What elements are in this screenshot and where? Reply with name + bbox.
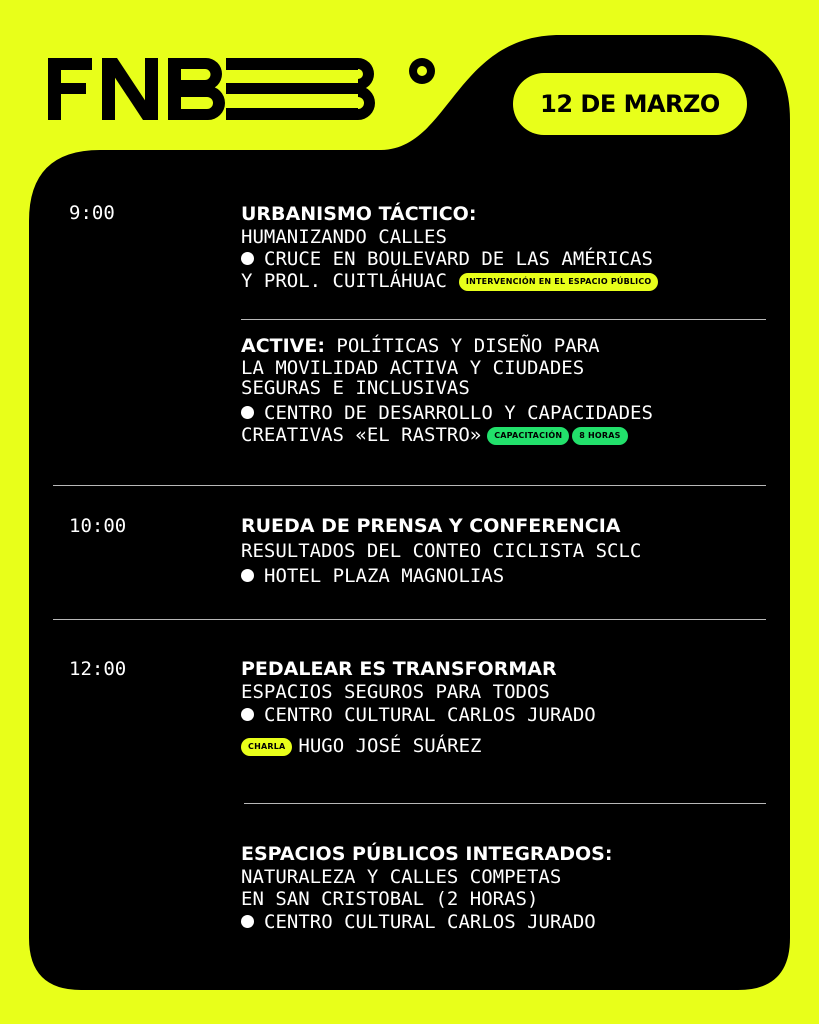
event-location: HOTEL PLAZA MAGNOLIAS [241, 564, 641, 588]
event-subtitle: SEGURAS E INCLUSIVAS [241, 377, 470, 399]
event-title: ACTIVE: [241, 335, 325, 357]
date-badge: 12 DE MARZO [513, 73, 747, 135]
event-location: CRUCE EN BOULEVARD DE LAS AMÉRICAS [241, 248, 658, 270]
divider [241, 319, 766, 320]
event-subtitle: ESPACIOS SEGUROS PARA TODOS [241, 681, 550, 703]
event-title: URBANISMO TÁCTICO: [241, 203, 477, 225]
event-item [241, 334, 653, 446]
event-title: RUEDA DE PRENSA Y CONFERENCIA [241, 515, 621, 537]
location-dot-icon [241, 915, 254, 928]
event-location-cont: CREATIVAS «EL RASTRO» CAPACITACIÓN 8 HORAS [241, 424, 653, 446]
event-tag: CAPACITACIÓN [487, 427, 569, 445]
divider [53, 485, 766, 486]
event-location: CENTRO DE DESARROLLO Y CAPACIDADES [241, 402, 653, 424]
event-tag: INTERVENCIÓN EN EL ESPACIO PÚBLICO [459, 273, 659, 291]
event-item [241, 842, 612, 934]
time-label: 12:00 [69, 658, 127, 680]
location-dot-icon [241, 406, 254, 419]
event-location-cont: Y PROL. CUITLÁHUAC INTERVENCIÓN EN EL ESPACIO PÚBLICO [241, 270, 658, 292]
event-location: CENTRO CULTURAL CARLOS JURADO [241, 910, 612, 934]
event-item [241, 202, 658, 292]
event-subtitle: NATURALEZA Y CALLES COMPETAS [241, 866, 562, 888]
location-dot-icon [241, 708, 254, 721]
event-speaker-row [241, 735, 596, 757]
event-title: ESPACIOS PÚBLICOS INTEGRADOS: [241, 843, 613, 865]
event-location: CENTRO CULTURAL CARLOS JURADO [241, 703, 596, 727]
event-subtitle: RESULTADOS DEL CONTEO CICLISTA SCLC [241, 540, 642, 562]
speaker-name: HUGO JOSÉ SUÁREZ [298, 735, 482, 757]
location-dot-icon [241, 569, 254, 582]
event-title-rest: POLÍTICAS Y DISEÑO PARA [336, 335, 600, 357]
event-item [241, 514, 641, 588]
event-title: PEDALEAR ES TRANSFORMAR [241, 658, 557, 680]
event-subtitle: EN SAN CRISTOBAL (2 HORAS) [241, 888, 539, 910]
event-subtitle: HUMANIZANDO CALLES [241, 226, 447, 248]
event-item [241, 657, 596, 757]
event-tag: CHARLA [241, 738, 292, 756]
time-label: 10:00 [69, 515, 127, 537]
fnb-logo [46, 56, 436, 126]
time-label: 9:00 [69, 202, 115, 224]
event-tag: 8 HORAS [572, 427, 627, 445]
event-subtitle: LA MOVILIDAD ACTIVA Y CIUDADES [241, 357, 585, 379]
divider [244, 803, 766, 804]
divider [53, 619, 766, 620]
location-dot-icon [241, 252, 254, 265]
